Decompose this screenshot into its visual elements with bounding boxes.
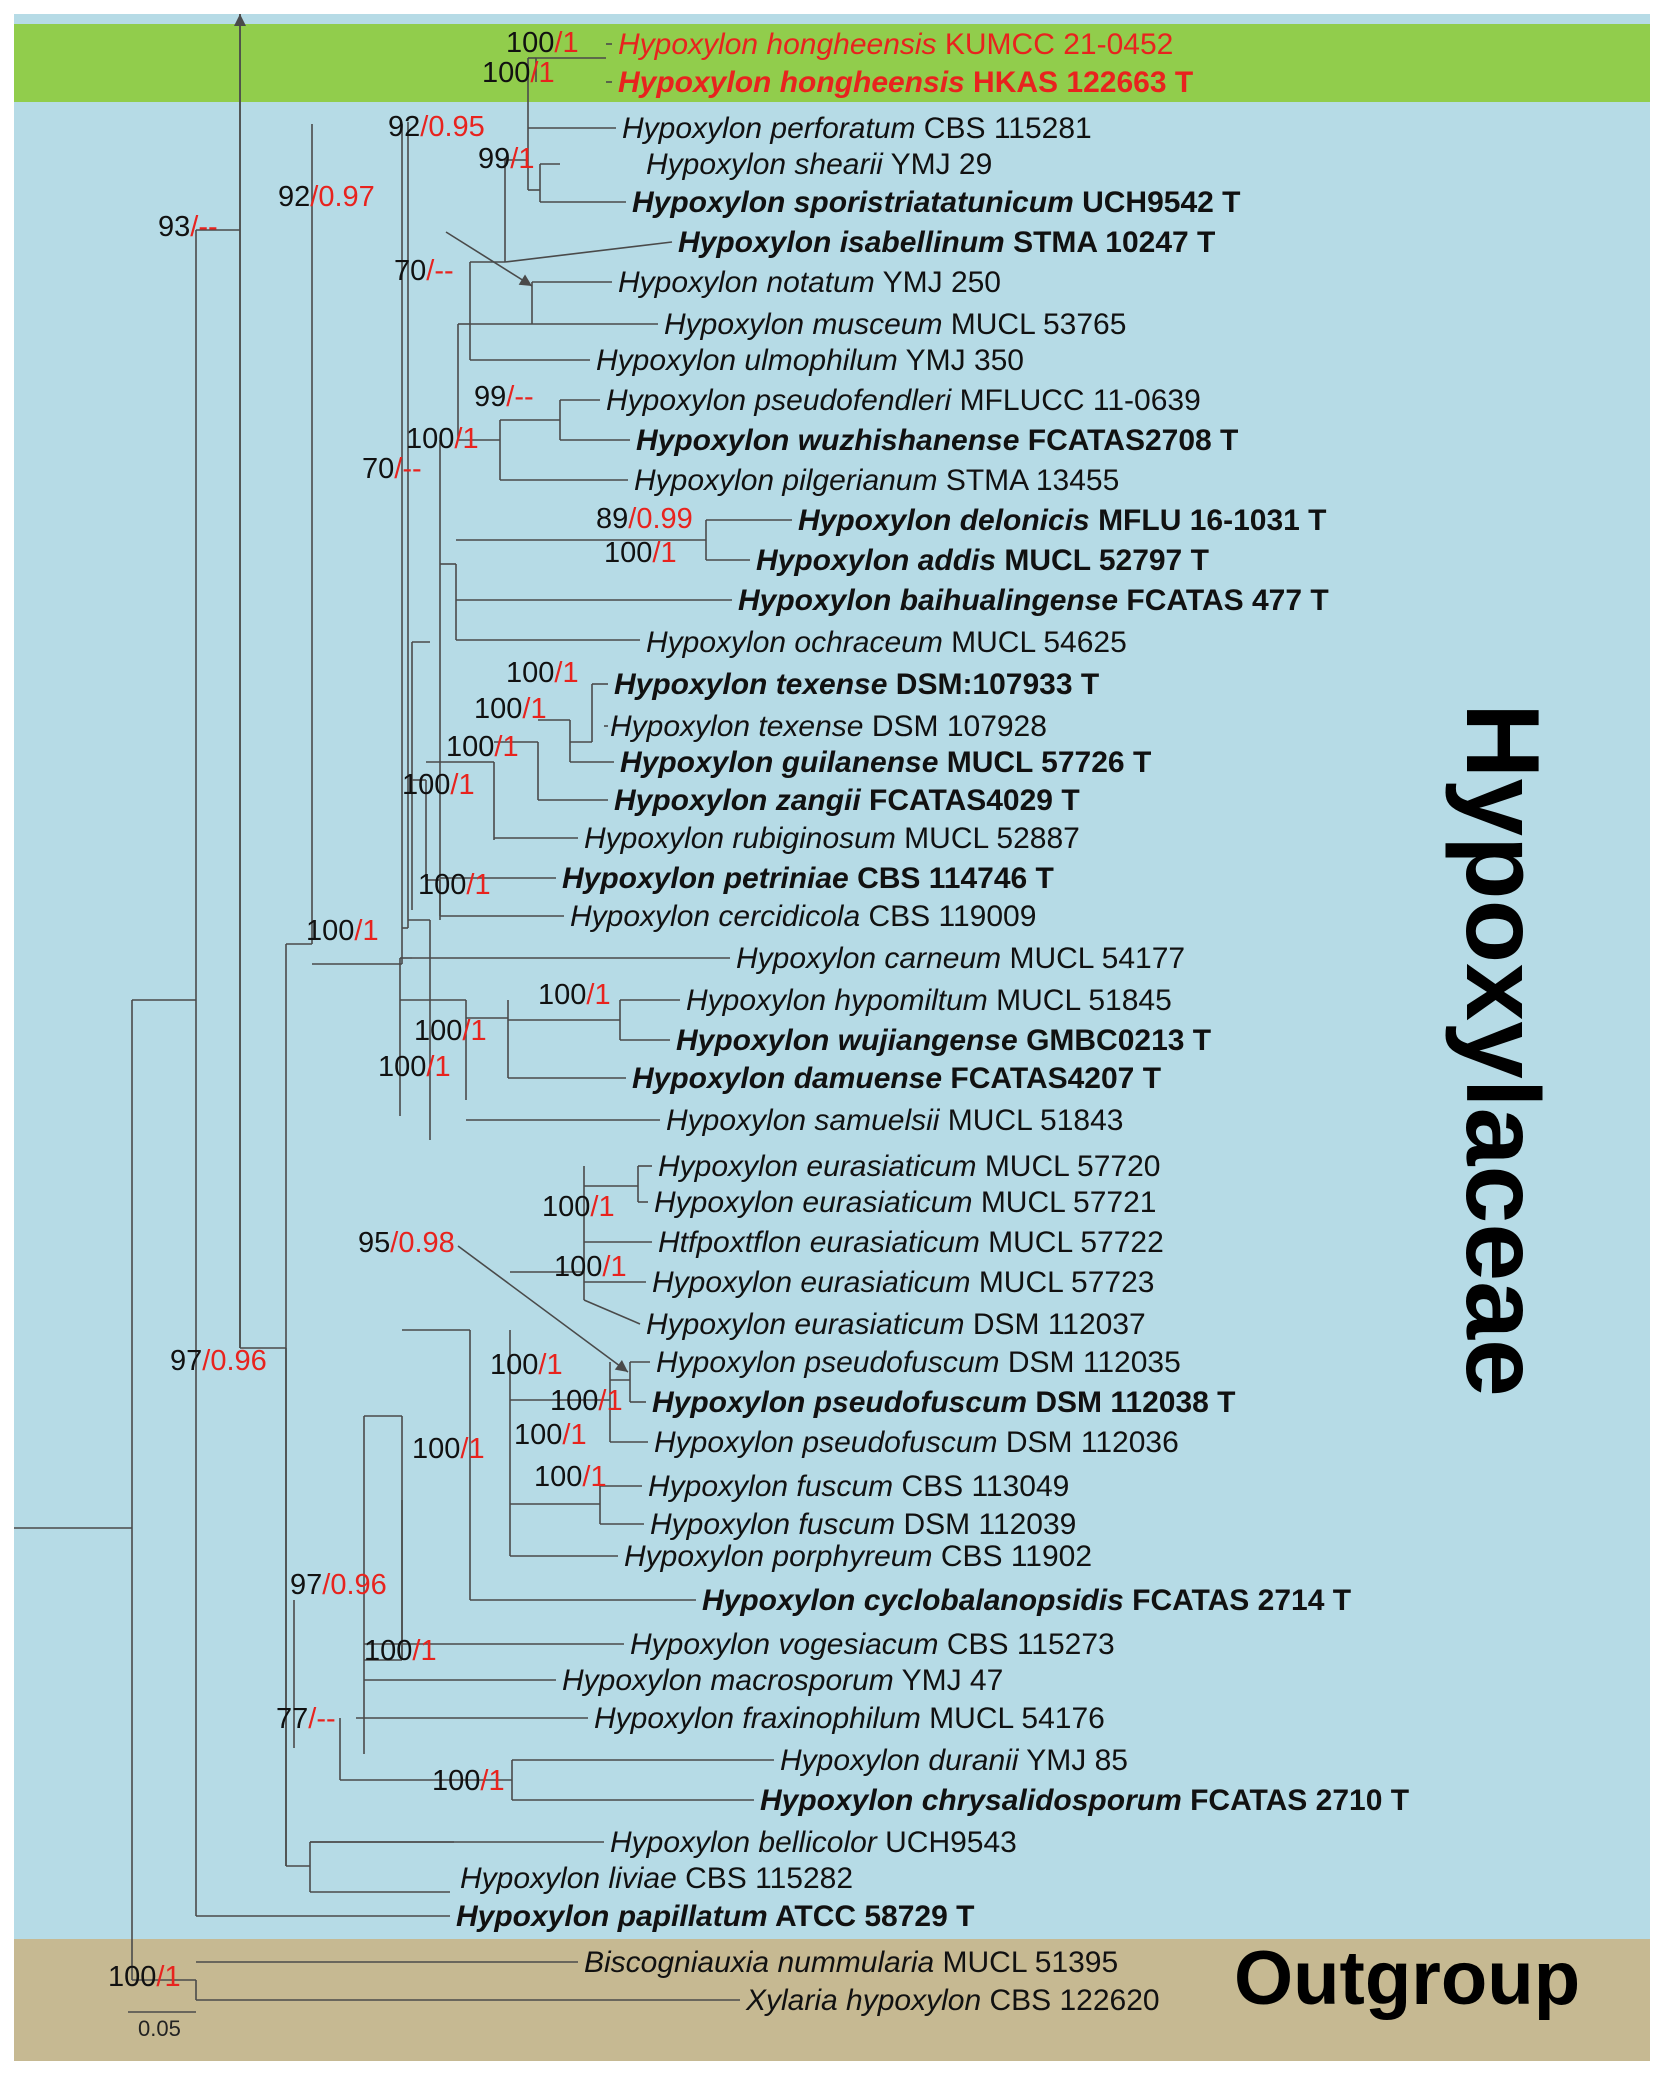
support-separator: /0.99	[628, 503, 693, 535]
taxon-label	[652, 1386, 1236, 1419]
ingroup-label: Hypoxylaceae	[1444, 703, 1560, 1397]
taxon-genus: Hypoxylon damuense	[632, 1062, 943, 1095]
taxon-strain: CBS 115273	[938, 1628, 1115, 1661]
taxon-strain: YMJ 250	[874, 266, 1001, 299]
taxon-strain: MUCL 52797 T	[996, 544, 1209, 577]
bootstrap-value: 95	[358, 1227, 391, 1259]
taxon-strain: DSM:107933 T	[887, 668, 1100, 701]
taxon-label	[456, 1900, 974, 1933]
taxon-genus: Hypoxylon sporistriatatunicum	[632, 186, 1074, 219]
taxon-genus: Hypoxylon chrysalidosporum	[760, 1784, 1182, 1817]
taxon-genus: Hypoxylon wuzhishanense	[636, 424, 1020, 457]
taxon-label	[702, 1584, 1351, 1617]
taxon-genus: Biscogniauxia nummularia	[584, 1946, 935, 1979]
support-separator: /1	[652, 537, 677, 569]
support-separator: /--	[426, 255, 454, 287]
taxon-strain: DSM 112039	[895, 1508, 1077, 1541]
node-support	[402, 769, 475, 801]
taxon-genus: Hypoxylon perforatum	[622, 112, 916, 145]
taxon-label	[650, 1508, 1076, 1541]
bootstrap-value: 100	[474, 693, 523, 725]
taxon-strain: FCATAS 2710 T	[1181, 1784, 1410, 1817]
taxon-genus: Hypoxylon pseudofuscum	[654, 1426, 998, 1459]
taxon-label	[562, 862, 1054, 895]
node-support	[378, 1051, 451, 1083]
taxon-strain: MUCL 57720	[976, 1150, 1161, 1183]
support-separator: /0.98	[390, 1227, 455, 1259]
support-separator: /1	[586, 979, 611, 1011]
taxon-strain: MUCL 57726 T	[938, 746, 1152, 779]
taxon-genus: Hypoxylon shearii	[646, 148, 883, 181]
taxon-label	[632, 186, 1240, 219]
taxon-genus: Hypoxylon liviae	[460, 1862, 677, 1895]
support-separator: /1	[412, 1635, 437, 1667]
taxon-strain: CBS 115282	[676, 1862, 854, 1895]
taxon-strain: YMJ 47	[893, 1664, 1004, 1697]
taxon-genus: Hypoxylon petriniae	[562, 862, 849, 895]
taxon-label	[736, 942, 1185, 975]
support-separator: /1	[466, 869, 491, 901]
bootstrap-value: 97	[290, 1569, 323, 1601]
taxon-label	[606, 384, 1201, 417]
taxon-label	[618, 66, 1193, 99]
node-support	[554, 1251, 627, 1283]
taxon-label	[648, 1470, 1069, 1503]
taxon-strain: MUCL 51395	[934, 1946, 1119, 1979]
taxon-genus: Hypoxylon fuscum	[650, 1508, 896, 1541]
support-separator: /1	[554, 657, 579, 689]
node-support	[604, 537, 677, 569]
node-support	[362, 453, 422, 485]
taxon-label	[780, 1744, 1128, 1777]
taxon-genus: Xylaria hypoxylon	[746, 1984, 982, 2017]
taxon-genus: Hypoxylon macrosporum	[562, 1664, 894, 1697]
taxon-genus: Hypoxylon samuelsii	[666, 1104, 940, 1137]
outgroup-label: Outgroup	[1234, 1936, 1581, 2021]
taxon-strain: DSM 112035	[999, 1346, 1181, 1379]
taxon-genus: Htfpoxtflon eurasiaticum	[658, 1226, 980, 1259]
taxon-genus: Hypoxylon pilgerianum	[634, 464, 938, 497]
taxon-strain: CBS 122620	[981, 1984, 1160, 2017]
taxon-label	[614, 784, 1080, 817]
taxon-genus: Hypoxylon guilanense	[620, 746, 939, 779]
node-support	[506, 657, 579, 689]
bootstrap-value: 100	[306, 915, 355, 947]
taxon-label	[646, 148, 992, 181]
node-support	[596, 503, 693, 535]
taxon-genus: Hypoxylon isabellinum	[678, 226, 1005, 259]
node-support	[478, 143, 534, 175]
node-support	[534, 1461, 607, 1493]
taxon-label	[664, 308, 1126, 341]
taxon-strain: MUCL 52887	[895, 822, 1080, 855]
taxon-label	[658, 1150, 1160, 1183]
taxon-strain: ATCC 58729 T	[767, 1900, 975, 1933]
support-separator: /0.96	[202, 1345, 267, 1377]
taxon-strain: MUCL 51843	[939, 1104, 1124, 1137]
taxon-strain: FCATAS2708 T	[1019, 424, 1239, 457]
node-support	[358, 1227, 455, 1259]
taxon-label	[678, 226, 1215, 259]
taxon-strain: GMBC0213 T	[1017, 1024, 1212, 1057]
bootstrap-value: 100	[534, 1461, 583, 1493]
taxon-genus: Hypoxylon porphyreum	[624, 1540, 933, 1573]
taxon-strain: HKAS 122663 T	[964, 66, 1194, 99]
bootstrap-value: 100	[418, 869, 467, 901]
taxon-strain: FCATAS4207 T	[942, 1062, 1162, 1095]
node-support	[412, 1433, 485, 1465]
taxon-label	[686, 984, 1172, 1017]
support-separator: /1	[450, 769, 475, 801]
bootstrap-value: 100	[108, 1961, 157, 1993]
node-support	[108, 1961, 181, 1993]
taxon-strain: UCH9543	[876, 1826, 1017, 1859]
taxon-strain: MFLU 16-1031 T	[1089, 504, 1327, 537]
support-separator: /1	[510, 143, 535, 175]
taxon-strain: YMJ 350	[897, 344, 1024, 377]
bootstrap-value: 100	[482, 57, 531, 89]
taxon-genus: Hypoxylon fuscum	[648, 1470, 894, 1503]
support-separator: /1	[562, 1419, 587, 1451]
support-separator: /1	[480, 1765, 505, 1797]
taxon-label	[596, 344, 1024, 377]
bootstrap-value: 100	[604, 537, 653, 569]
support-separator: /--	[190, 211, 218, 243]
node-support	[394, 255, 454, 287]
taxon-genus: Hypoxylon eurasiaticum	[652, 1266, 971, 1299]
bootstrap-value: 99	[478, 143, 511, 175]
bootstrap-value: 99	[474, 381, 507, 413]
support-separator: /0.96	[322, 1569, 387, 1601]
support-separator: /1	[530, 57, 555, 89]
taxon-label	[570, 900, 1036, 933]
taxon-genus: Hypoxylon delonicis	[798, 504, 1090, 537]
taxon-genus: Hypoxylon cercidicola	[570, 900, 861, 933]
bootstrap-value: 100	[490, 1349, 539, 1381]
taxon-genus: Hypoxylon eurasiaticum	[658, 1150, 977, 1183]
node-support	[278, 181, 375, 213]
support-separator: /1	[538, 1349, 563, 1381]
taxon-label	[646, 626, 1127, 659]
bootstrap-value: 100	[554, 1251, 603, 1283]
node-support	[446, 731, 519, 763]
node-support	[276, 1703, 336, 1735]
node-support	[432, 1765, 505, 1797]
taxon-genus: Hypoxylon hongheensis	[618, 28, 937, 61]
taxon-strain: MUCL 57723	[970, 1266, 1155, 1299]
taxon-strain: MUCL 57722	[979, 1226, 1164, 1259]
node-support	[414, 1015, 487, 1047]
taxon-genus: Hypoxylon eurasiaticum	[654, 1186, 973, 1219]
taxon-genus: Hypoxylon vogesiacum	[630, 1628, 939, 1661]
bootstrap-value: 100	[378, 1051, 427, 1083]
taxon-genus: Hypoxylon pseudofendleri	[606, 384, 952, 417]
node-support	[506, 27, 579, 59]
bootstrap-value: 100	[506, 27, 555, 59]
support-separator: /1	[454, 423, 479, 455]
taxon-genus: Hypoxylon carneum	[736, 942, 1002, 975]
taxon-genus: Hypoxylon pseudofuscum	[652, 1386, 1028, 1419]
taxon-strain: YMJ 29	[882, 148, 993, 181]
bootstrap-value: 89	[596, 503, 629, 535]
bootstrap-value: 100	[550, 1385, 599, 1417]
taxon-strain: CBS 114746 T	[848, 862, 1054, 895]
taxon-strain: FCATAS 477 T	[1118, 584, 1329, 617]
taxon-genus: Hypoxylon ulmophilum	[596, 344, 898, 377]
bootstrap-value: 100	[414, 1015, 463, 1047]
node-support	[290, 1569, 387, 1601]
taxon-label	[622, 112, 1092, 145]
taxon-genus: Hypoxylon rubiginosum	[584, 822, 896, 855]
bootstrap-value: 100	[402, 769, 451, 801]
bootstrap-value: 100	[506, 657, 555, 689]
taxon-strain: MUCL 53765	[942, 308, 1127, 341]
taxon-genus: Hypoxylon papillatum	[456, 1900, 768, 1933]
support-separator: /1	[590, 1191, 615, 1223]
bootstrap-value: 100	[446, 731, 495, 763]
taxon-label	[584, 1946, 1118, 1979]
node-support	[388, 111, 485, 143]
node-support	[514, 1419, 587, 1451]
support-separator: /1	[462, 1015, 487, 1047]
taxon-label	[610, 710, 1047, 743]
support-separator: /1	[156, 1961, 181, 1993]
support-separator: /0.95	[420, 111, 485, 143]
taxon-strain: MUCL 57721	[972, 1186, 1157, 1219]
taxon-genus: Hypoxylon duranii	[780, 1744, 1019, 1777]
node-support	[490, 1349, 563, 1381]
taxon-label	[624, 1540, 1092, 1573]
bootstrap-value: 77	[276, 1703, 309, 1735]
taxon-genus: Hypoxylon texense	[610, 710, 864, 743]
taxon-label	[658, 1226, 1164, 1259]
taxon-strain: STMA 13455	[937, 464, 1120, 497]
taxon-genus: Hypoxylon fraxinophilum	[594, 1702, 921, 1735]
node-support	[538, 979, 611, 1011]
taxon-strain: MUCL 54176	[920, 1702, 1105, 1735]
bootstrap-value: 100	[514, 1419, 563, 1451]
support-separator: /1	[554, 27, 579, 59]
taxon-label	[632, 1062, 1161, 1095]
taxon-strain: STMA 10247 T	[1004, 226, 1216, 259]
support-separator: /0.97	[310, 181, 375, 213]
bootstrap-value: 100	[432, 1765, 481, 1797]
scale-bar-label: 0.05	[138, 2016, 181, 2041]
taxon-label	[738, 584, 1329, 617]
taxon-strain: CBS 113049	[893, 1470, 1070, 1503]
taxon-strain: DSM 112037	[964, 1308, 1146, 1341]
bootstrap-value: 70	[362, 453, 395, 485]
taxon-strain: UCH9542 T	[1073, 186, 1241, 219]
bootstrap-value: 100	[412, 1433, 461, 1465]
taxon-strain: MUCL 54177	[1001, 942, 1186, 975]
node-support	[158, 211, 218, 243]
taxon-genus: Hypoxylon hongheensis	[618, 66, 965, 99]
taxon-strain: CBS 115281	[915, 112, 1092, 145]
taxon-label	[562, 1664, 1003, 1697]
bootstrap-value: 70	[394, 255, 427, 287]
bootstrap-value: 100	[538, 979, 587, 1011]
taxon-label	[460, 1862, 853, 1895]
bootstrap-value: 100	[542, 1191, 591, 1223]
taxon-genus: Hypoxylon ochraceum	[646, 626, 943, 659]
taxon-strain: MUCL 54625	[942, 626, 1127, 659]
taxon-strain: CBS 11902	[932, 1540, 1093, 1573]
support-separator: /--	[506, 381, 534, 413]
taxon-strain: DSM 112038 T	[1027, 1386, 1236, 1419]
bootstrap-value: 93	[158, 211, 191, 243]
node-support	[550, 1385, 623, 1417]
support-separator: /1	[598, 1385, 623, 1417]
taxon-genus: Hypoxylon bellicolor	[610, 1826, 877, 1859]
node-support	[474, 693, 547, 725]
taxon-label	[584, 822, 1080, 855]
taxon-label	[756, 544, 1209, 577]
taxon-genus: Hypoxylon musceum	[664, 308, 943, 341]
taxon-label	[620, 746, 1151, 779]
taxon-label	[652, 1266, 1154, 1299]
taxon-label	[636, 424, 1238, 457]
taxon-label	[594, 1702, 1105, 1735]
node-support	[482, 57, 555, 89]
taxon-genus: Hypoxylon addis	[756, 544, 997, 577]
support-separator: /1	[522, 693, 547, 725]
support-separator: /1	[460, 1433, 485, 1465]
node-support	[406, 423, 479, 455]
taxon-genus: Hypoxylon eurasiaticum	[646, 1308, 965, 1341]
taxon-strain: FCATAS4029 T	[860, 784, 1080, 817]
taxon-label	[656, 1346, 1181, 1379]
taxon-label	[798, 504, 1326, 537]
taxon-genus: Hypoxylon zangii	[614, 784, 861, 817]
taxon-label	[634, 464, 1119, 497]
node-support	[306, 915, 379, 947]
node-support	[474, 381, 534, 413]
taxon-genus: Hypoxylon notatum	[618, 266, 875, 299]
taxon-genus: Hypoxylon pseudofuscum	[656, 1346, 1000, 1379]
support-separator: /1	[494, 731, 519, 763]
support-separator: /--	[308, 1703, 336, 1735]
taxon-genus: Hypoxylon hypomiltum	[686, 984, 988, 1017]
taxon-label	[654, 1186, 1156, 1219]
support-separator: /--	[394, 453, 422, 485]
taxon-label	[630, 1628, 1115, 1661]
taxon-label	[745, 1984, 1160, 2017]
bootstrap-value: 92	[388, 111, 421, 143]
taxon-strain: KUMCC 21-0452	[936, 28, 1174, 61]
taxon-strain: DSM 107928	[863, 710, 1047, 743]
taxon-genus: Hypoxylon baihualingense	[738, 584, 1119, 617]
taxon-strain: CBS 119009	[860, 900, 1037, 933]
taxon-strain: MFLUCC 11-0639	[951, 384, 1201, 417]
taxon-label	[610, 1826, 1017, 1859]
taxon-label	[666, 1104, 1123, 1137]
bootstrap-value: 100	[406, 423, 455, 455]
node-support	[364, 1635, 437, 1667]
taxon-genus: Hypoxylon cyclobalanopsidis	[702, 1584, 1124, 1617]
support-separator: /1	[426, 1051, 451, 1083]
node-support	[170, 1345, 267, 1377]
node-support	[418, 869, 491, 901]
node-support	[542, 1191, 615, 1223]
taxon-label	[646, 1308, 1146, 1341]
bootstrap-value: 92	[278, 181, 311, 213]
support-separator: /1	[582, 1461, 607, 1493]
taxon-label	[618, 28, 1173, 61]
taxon-strain: MUCL 51845	[987, 984, 1172, 1017]
taxon-label	[614, 668, 1099, 701]
taxon-label	[676, 1024, 1211, 1057]
taxon-genus: Hypoxylon texense	[614, 668, 888, 701]
bootstrap-value: 97	[170, 1345, 203, 1377]
taxon-strain: YMJ 85	[1018, 1744, 1128, 1777]
taxon-label	[618, 266, 1001, 299]
bootstrap-value: 100	[364, 1635, 413, 1667]
taxon-strain: DSM 112036	[997, 1426, 1179, 1459]
support-separator: /1	[602, 1251, 627, 1283]
support-separator: /1	[354, 915, 379, 947]
taxon-strain: FCATAS 2714 T	[1123, 1584, 1352, 1617]
taxon-genus: Hypoxylon wujiangense	[676, 1024, 1018, 1057]
taxon-label	[654, 1426, 1179, 1459]
taxon-label	[760, 1784, 1409, 1817]
